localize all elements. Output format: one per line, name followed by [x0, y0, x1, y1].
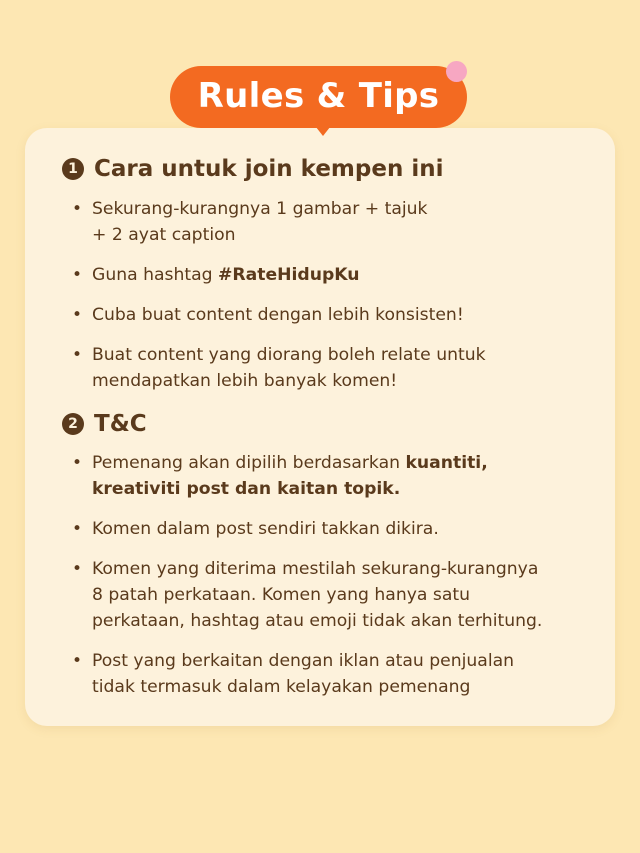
item-text: Komen dalam post sendiri takkan dikira. [92, 519, 439, 539]
item-text-bold: kreativiti post dan kaitan topik. [92, 479, 401, 499]
list-item [72, 648, 602, 700]
item-text-prefix: Pemenang akan dipilih berdasarkan [92, 453, 406, 473]
section-title: T&C [94, 411, 147, 437]
bullet-icon: • [72, 559, 83, 579]
list-item [72, 516, 602, 542]
section-heading-join [62, 156, 443, 182]
join-rules-list [72, 196, 602, 408]
item-text [92, 262, 602, 288]
bullet-icon: • [72, 199, 83, 219]
hashtag-text: #RateHidupKu [218, 265, 360, 285]
list-item [72, 342, 602, 394]
item-text-bold: kuantiti, [405, 453, 488, 473]
bullet-icon: • [72, 519, 83, 539]
item-text: Cuba buat content dengan lebih konsisten! [92, 305, 464, 325]
bullet-icon: • [72, 453, 83, 473]
number-badge-icon: 1 [62, 158, 84, 180]
item-text: perkataan, hashtag atau emoji tidak akan terhitung. [92, 611, 543, 631]
item-text: mendapatkan lebih banyak komen! [92, 371, 398, 391]
bullet-icon: • [72, 265, 83, 285]
list-item [72, 556, 602, 634]
list-item [72, 450, 602, 502]
list-item [72, 196, 602, 248]
item-text: 8 patah perkataan. Komen yang hanya satu [92, 585, 471, 605]
item-text [92, 450, 602, 476]
decorative-dot [446, 61, 467, 82]
item-text: + 2 ayat caption [92, 225, 236, 245]
item-text: Buat content yang diorang boleh relate untuk [92, 345, 486, 365]
item-text: tidak termasuk dalam kelayakan pemenang [92, 677, 471, 697]
bullet-icon: • [72, 305, 83, 325]
bullet-icon: • [72, 345, 83, 365]
banner-title: Rules & Tips [197, 76, 440, 116]
bullet-icon: • [72, 651, 83, 671]
list-item [72, 302, 602, 328]
item-text-prefix: Guna hashtag [92, 265, 219, 285]
section-heading-tnc [62, 411, 147, 437]
rules-banner [170, 66, 467, 128]
item-text: Post yang berkaitan dengan iklan atau penjualan [92, 651, 515, 671]
item-text: Sekurang-kurangnya 1 gambar + tajuk [92, 199, 428, 219]
section-title: Cara untuk join kempen ini [94, 156, 444, 182]
tnc-list [72, 450, 602, 714]
number-badge-icon: 2 [62, 413, 84, 435]
list-item [72, 262, 602, 288]
item-text: Komen yang diterima mestilah sekurang-kurangnya [92, 559, 539, 579]
